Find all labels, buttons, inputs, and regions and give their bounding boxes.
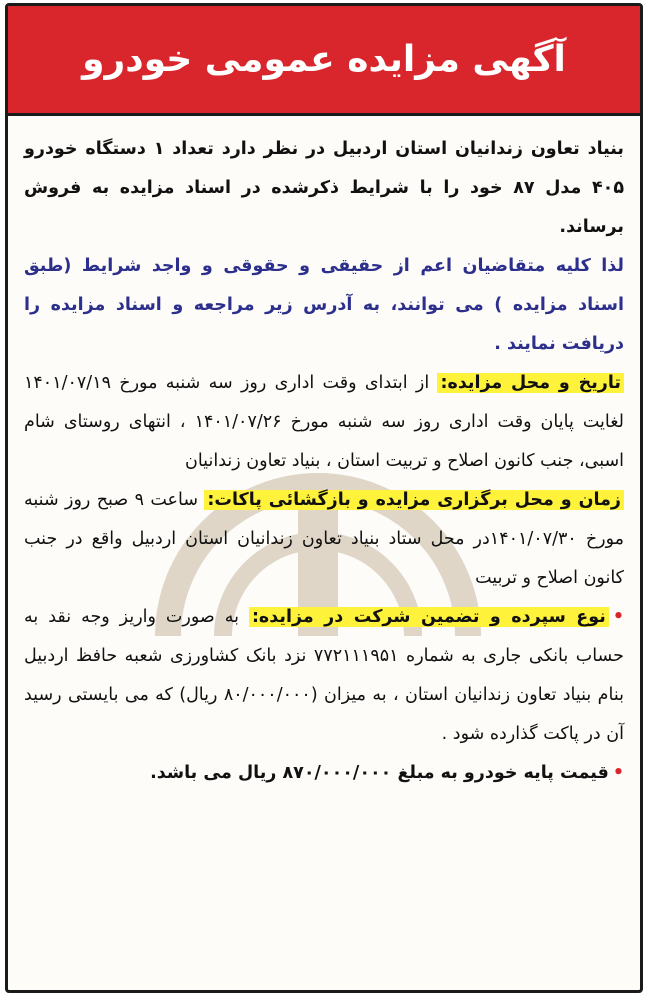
intro-paragraph: بنیاد تعاون زندانیان استان اردبیل در نظر دارد تعداد ۱ دستگاه خودرو ۴۰۵ مدل ۸۷ خود را با شرایط ذکرشده در اسناد مزایده به فروش برساند. [24, 139, 624, 237]
deposit-text: به صورت واریز وجه نقد به حساب بانکی جاری به شماره ۷۷۲۱۱۱۹۵۱ نزد بانک کشاورزی شعبه حافظ اردبیل بنام بنیاد تعاون زندانیان استان ، به میزان (۸۰/۰۰۰/۰۰۰ ریال) که می بایستی رسید آن در پاکت گذارده شود . [24, 607, 624, 744]
advertisement-frame [5, 3, 643, 993]
base-price-text: قیمت پایه خودرو به مبلغ ۸۷۰/۰۰۰/۰۰۰ ریال می باشد. [150, 763, 609, 783]
invitation-paragraph: لذا کلیه متقاضیان اعم از حقیقی و حقوقی و واجد شرایط (طبق اسناد مزایده ) می توانند، به آدرس زیر مراجعه و اسناد مزایده را دریافت نمایند . [24, 256, 624, 354]
opening-text: ساعت ۹ صبح روز شنبه مورخ ۱۴۰۱/۰۷/۳۰در محل ستاد بنیاد تعاون زندانیان استان اردبیل واقع در جنب کانون اصلاح و تربیت [24, 490, 624, 588]
auction-date-heading: تاریخ و محل مزایده: [437, 373, 624, 393]
header-title: آگهی مزایده عمومی خودرو [62, 39, 586, 80]
deposit-section [24, 598, 624, 754]
deposit-heading: نوع سپرده و تضمین شرکت در مزایده: [249, 607, 609, 627]
base-price-section [24, 754, 624, 793]
bullet-icon: • [612, 763, 624, 783]
bullet-icon: • [612, 607, 624, 627]
auction-date-text: از ابتدای وقت اداری روز سه شنبه مورخ ۱۴۰۱/۰۷/۱۹ لغایت پایان وقت اداری روز سه شنبه مورخ ۱۴۰۱/۰۷/۲۶ ، انتهای روستای شام اسبی، جنب کانون اصلاح و تربیت استان ، بنیاد تعاون زندانیان [24, 373, 624, 471]
header-banner [8, 6, 640, 116]
ad-body [8, 116, 640, 793]
opening-section [24, 481, 624, 598]
auction-date-section [24, 364, 624, 481]
opening-heading: زمان و محل برگزاری مزایده و بازگشائی پاکات: [204, 490, 624, 510]
